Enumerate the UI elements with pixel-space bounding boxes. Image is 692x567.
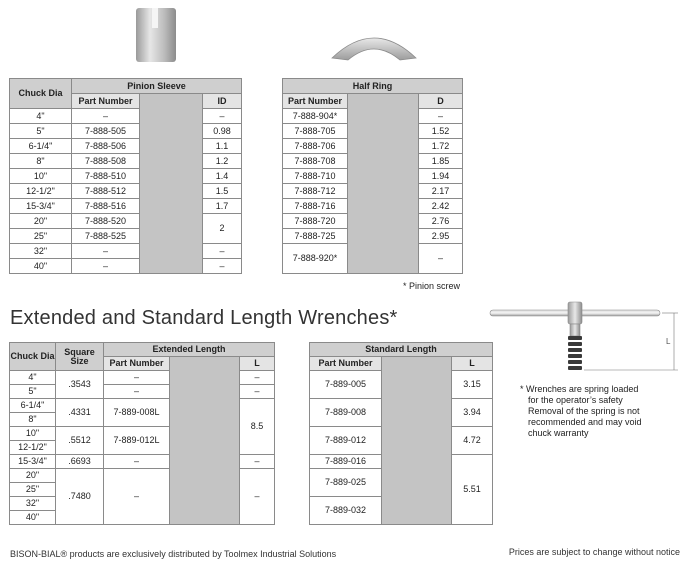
part-number: 7-888-716: [283, 199, 348, 214]
chuck-dia: 4": [10, 109, 72, 124]
square-size-header: Square Size: [56, 343, 104, 371]
part-number-header: Part Number: [310, 357, 382, 371]
chuck-dia: 15-3/4": [10, 455, 56, 469]
d-value: 2.95: [419, 229, 463, 244]
chuck-dia: 32": [10, 244, 72, 259]
chuck-dia: 8": [10, 413, 56, 427]
part-number: –: [72, 244, 140, 259]
part-number: –: [104, 385, 170, 399]
pinion-screw-footnote: * Pinion screw: [403, 281, 461, 291]
price-column: [348, 94, 419, 274]
part-number: 7-888-725: [283, 229, 348, 244]
l-value: 3.15: [452, 371, 493, 399]
l-header: L: [240, 357, 275, 371]
part-number: 7-889-008L: [104, 399, 170, 427]
part-number: 7-888-525: [72, 229, 140, 244]
l-header: L: [452, 357, 493, 371]
wrench-note-line: * Wrenches are spring loaded: [520, 384, 639, 394]
part-number-header: Part Number: [104, 357, 170, 371]
chuck-dia: 4": [10, 371, 56, 385]
l-value: –: [240, 455, 275, 469]
chuck-dia: 6-1/4": [10, 399, 56, 413]
id-header: ID: [203, 94, 242, 109]
id-value: 1.7: [203, 199, 242, 214]
square-size: .6693: [56, 455, 104, 469]
chuck-dia: 12-1/2": [10, 441, 56, 455]
d-value: 1.52: [419, 124, 463, 139]
chuck-dia: 32": [10, 497, 56, 511]
d-value: –: [419, 244, 463, 274]
part-number: 7-888-512: [72, 184, 140, 199]
chuck-dia: 20": [10, 214, 72, 229]
price-column: [382, 357, 452, 525]
d-value: 1.85: [419, 154, 463, 169]
chuck-dia: 40": [10, 259, 72, 274]
part-number: 7-888-510: [72, 169, 140, 184]
wrench-note-line: for the operator’s safety: [528, 395, 623, 405]
id-value: 1.4: [203, 169, 242, 184]
footer-distribution-note: BISON-BIAL® products are exclusively distributed by Toolmex Industrial Solutions: [10, 549, 337, 559]
l-value: 5.51: [452, 455, 493, 525]
chuck-dia: 25": [10, 483, 56, 497]
chuck-dia: 6-1/4": [10, 139, 72, 154]
part-number: 7-889-032: [310, 497, 382, 525]
part-number: –: [72, 259, 140, 274]
part-number: 7-888-520: [72, 214, 140, 229]
section-title: Extended and Standard Length Wrenches*: [10, 307, 398, 329]
part-number: 7-889-025: [310, 469, 382, 497]
part-number: –: [104, 455, 170, 469]
half-ring-table: [282, 78, 463, 274]
part-number: 7-889-016: [310, 455, 382, 469]
square-size: .7480: [56, 469, 104, 525]
extended-length-table: [9, 342, 275, 525]
d-value: 1.72: [419, 139, 463, 154]
d-header: D: [419, 94, 463, 109]
chuck-dia: 10": [10, 427, 56, 441]
l-value: –: [240, 371, 275, 385]
part-number-header: Part Number: [72, 94, 140, 109]
pinion-sleeve-image: [132, 6, 182, 66]
d-value: 1.94: [419, 169, 463, 184]
pinion-sleeve-header: Pinion Sleeve: [72, 79, 242, 94]
id-value: 2: [203, 214, 242, 244]
wrench-note-line: chuck warranty: [528, 428, 589, 438]
part-number: 7-888-705: [283, 124, 348, 139]
chuck-dia-header: Chuck Dia: [10, 79, 72, 109]
price-column: [140, 94, 203, 274]
part-number: 7-888-506: [72, 139, 140, 154]
l-value: 3.94: [452, 399, 493, 427]
part-number: 7-888-720: [283, 214, 348, 229]
square-size: .5512: [56, 427, 104, 455]
part-number: 7-889-005: [310, 371, 382, 399]
wrench-note-line: recommended and may void: [528, 417, 642, 427]
standard-length-table: [309, 342, 493, 525]
id-value: –: [203, 244, 242, 259]
l-value: 4.72: [452, 427, 493, 455]
part-number: 7-888-710: [283, 169, 348, 184]
d-value: 2.17: [419, 184, 463, 199]
id-value: –: [203, 259, 242, 274]
chuck-dia: 40": [10, 511, 56, 525]
l-value: 8.5: [240, 399, 275, 455]
wrench-note-line: Removal of the spring is not: [528, 406, 640, 416]
chuck-dia: 12-1/2": [10, 184, 72, 199]
part-number: 7-888-516: [72, 199, 140, 214]
l-value: –: [240, 469, 275, 525]
chuck-dia: 5": [10, 385, 56, 399]
part-number-header: Part Number: [283, 94, 348, 109]
chuck-dia: 25": [10, 229, 72, 244]
part-number: –: [72, 109, 140, 124]
pinion-sleeve-table: [9, 78, 242, 274]
d-value: 2.42: [419, 199, 463, 214]
part-number: 7-888-712: [283, 184, 348, 199]
part-number: 7-888-505: [72, 124, 140, 139]
chuck-dia: 20": [10, 469, 56, 483]
part-number: 7-888-708: [283, 154, 348, 169]
chuck-dia: 5": [10, 124, 72, 139]
part-number: 7-888-904*: [283, 109, 348, 124]
chuck-dia: 15-3/4": [10, 199, 72, 214]
d-value: –: [419, 109, 463, 124]
chuck-dia-header: Chuck Dia: [10, 343, 56, 371]
dimension-l-label: L: [666, 337, 671, 346]
half-ring-header: Half Ring: [283, 79, 463, 94]
id-value: –: [203, 109, 242, 124]
part-number: 7-889-008: [310, 399, 382, 427]
chuck-dia: 10": [10, 169, 72, 184]
part-number: –: [104, 371, 170, 385]
wrench-image: [488, 298, 688, 376]
l-value: –: [240, 385, 275, 399]
id-value: 0.98: [203, 124, 242, 139]
part-number: 7-888-508: [72, 154, 140, 169]
d-value: 2.76: [419, 214, 463, 229]
wrench-note: [520, 384, 685, 439]
part-number: 7-888-920*: [283, 244, 348, 274]
square-size: .3543: [56, 371, 104, 399]
chuck-dia: 8": [10, 154, 72, 169]
part-number: 7-889-012L: [104, 427, 170, 455]
square-size: .4331: [56, 399, 104, 427]
part-number: –: [104, 469, 170, 525]
id-value: 1.2: [203, 154, 242, 169]
id-value: 1.1: [203, 139, 242, 154]
half-ring-image: [326, 24, 422, 66]
price-column: [170, 357, 240, 525]
part-number: 7-888-706: [283, 139, 348, 154]
id-value: 1.5: [203, 184, 242, 199]
part-number: 7-889-012: [310, 427, 382, 455]
footer-price-note: Prices are subject to change without notice: [508, 547, 680, 557]
standard-length-header: Standard Length: [310, 343, 493, 357]
extended-length-header: Extended Length: [104, 343, 275, 357]
